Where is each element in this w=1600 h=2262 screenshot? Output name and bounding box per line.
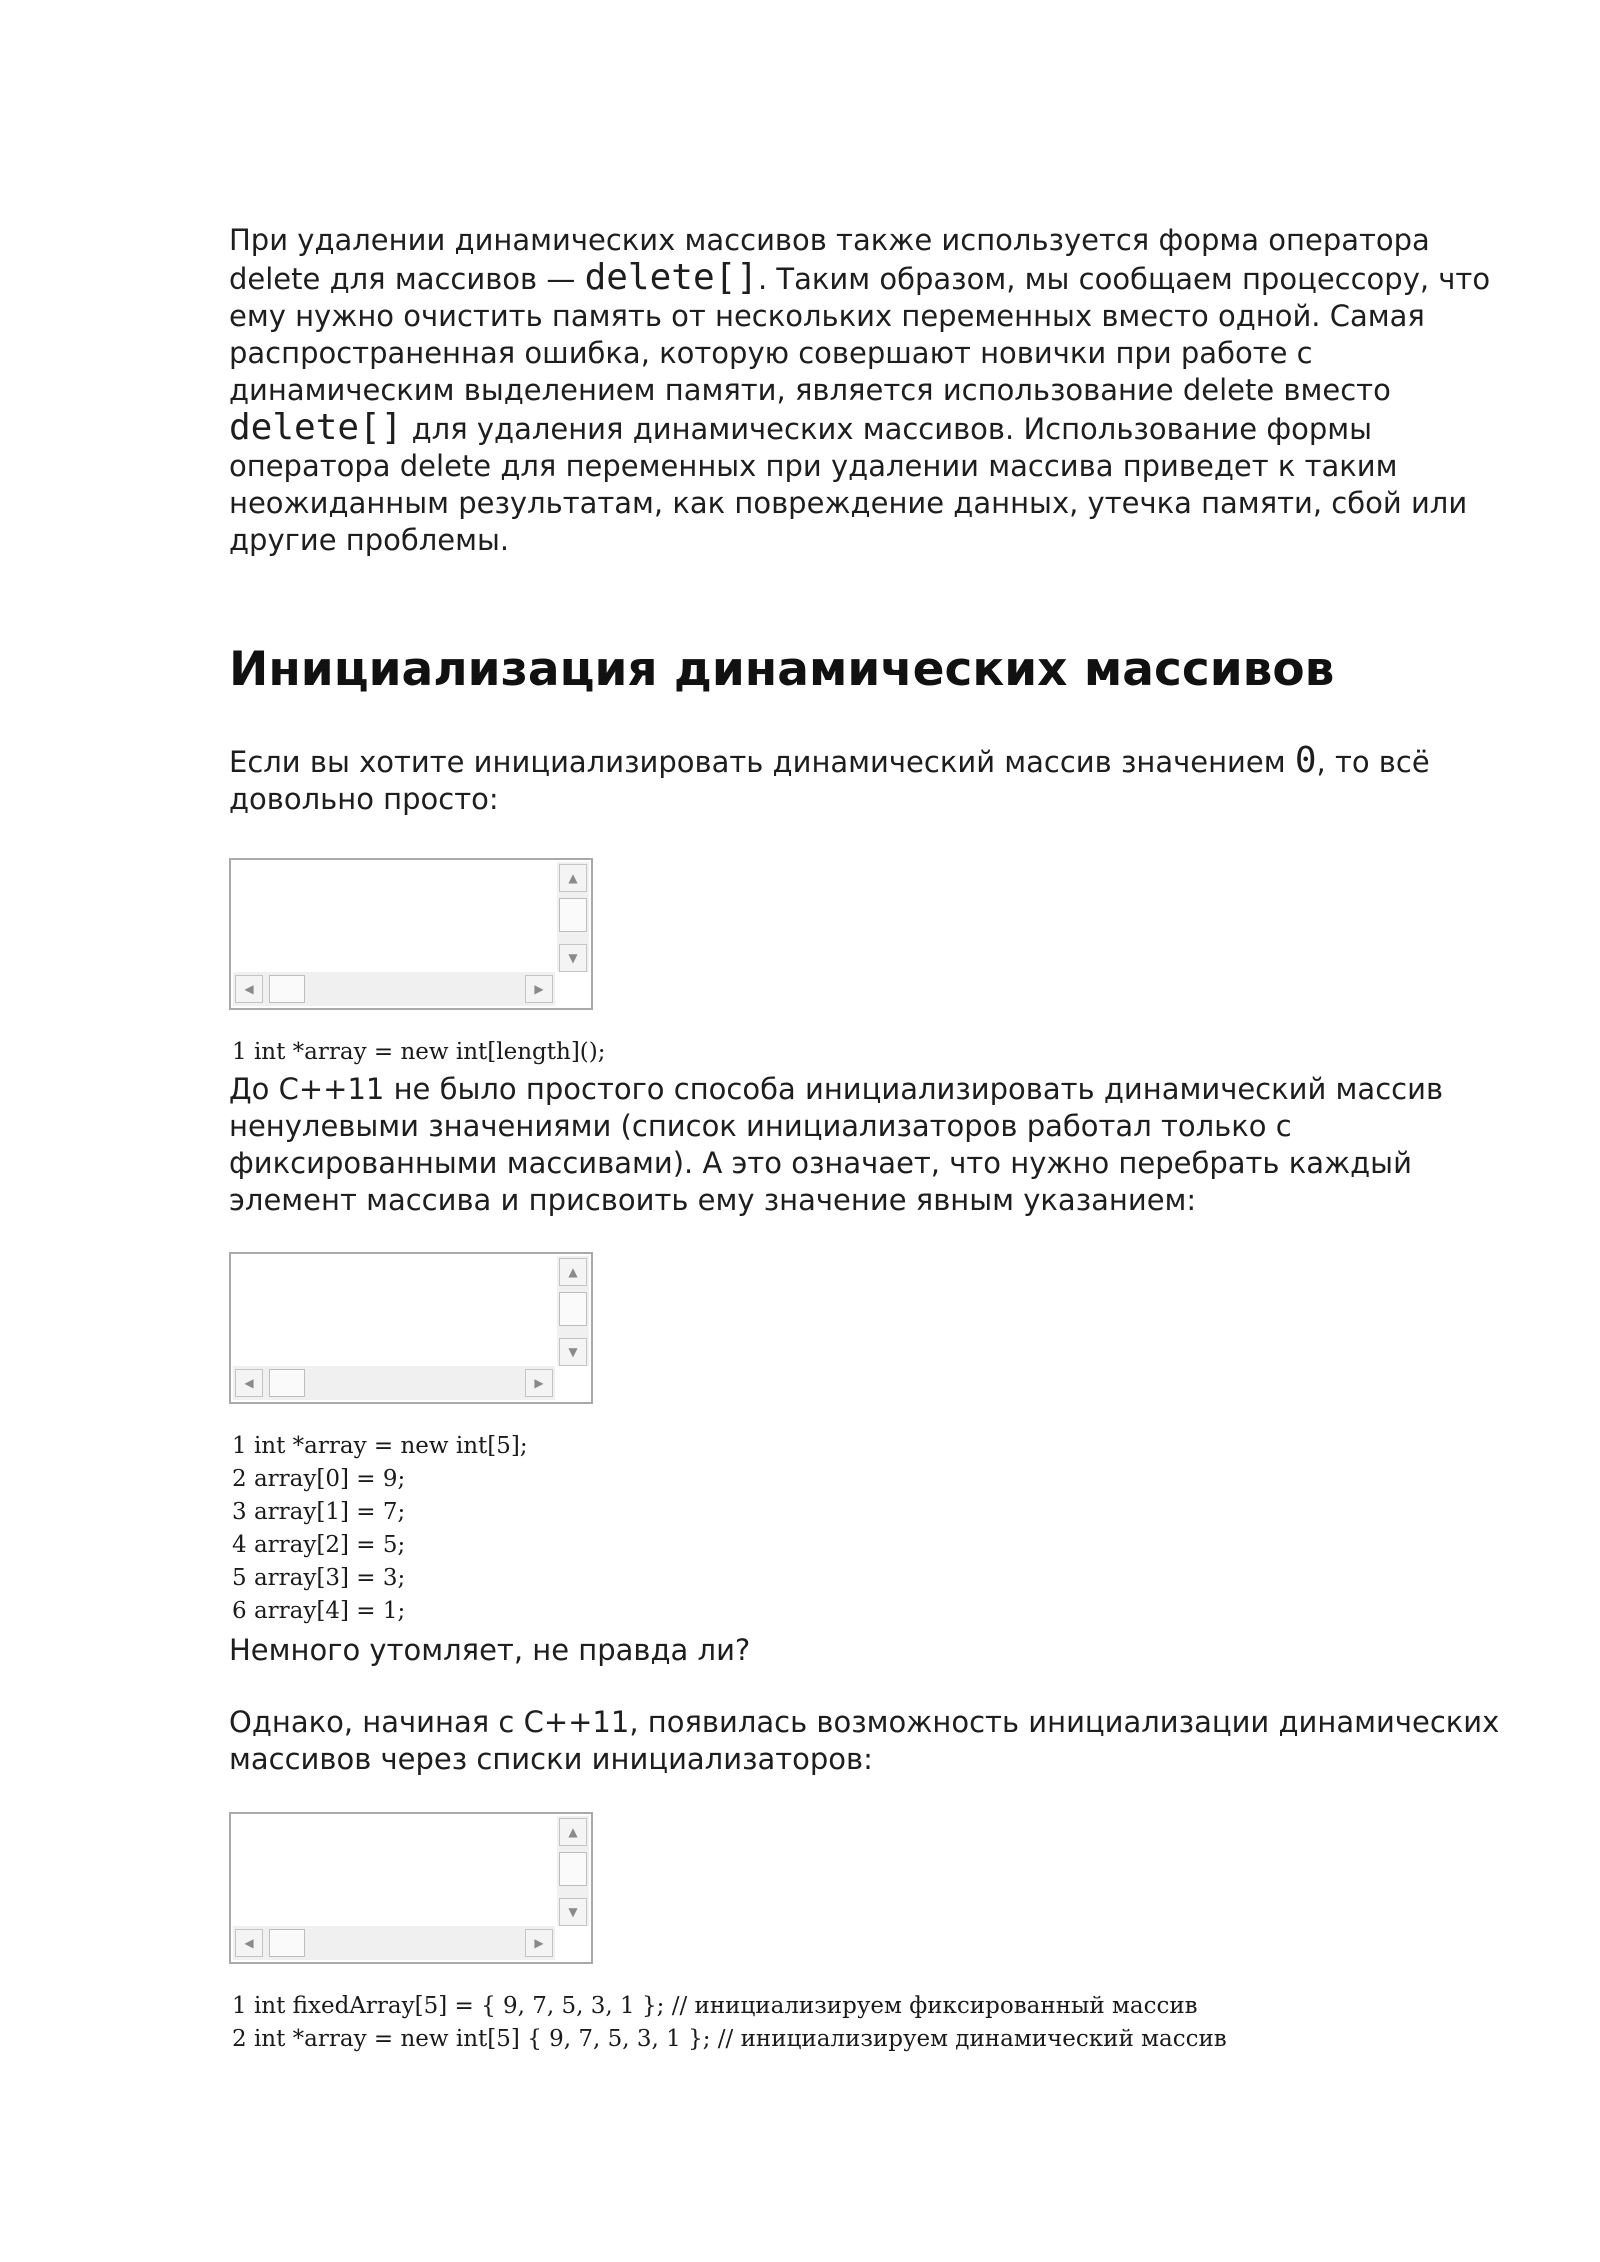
scroll-up-icon[interactable]: ▲ <box>559 864 587 892</box>
scroll-down-icon[interactable]: ▼ <box>559 1338 587 1366</box>
scroll-thumb[interactable] <box>559 1852 587 1886</box>
scroll-left-icon[interactable]: ◀ <box>235 1929 263 1957</box>
code-line: 3 array[1] = 7; <box>232 1499 406 1525</box>
scroll-left-icon[interactable]: ◀ <box>235 975 263 1003</box>
code-line: 2 int *array = new int[5] { 9, 7, 5, 3, 1 }; // инициализируем динамический массив <box>232 2026 1227 2052</box>
scroll-down-icon[interactable]: ▼ <box>559 944 587 972</box>
code-line: 4 array[2] = 5; <box>232 1532 406 1558</box>
horizontal-scrollbar[interactable] <box>233 1926 555 1960</box>
code-line: 1 int *array = new int[length](); <box>232 1039 606 1065</box>
init-zero-paragraph <box>229 742 1529 818</box>
tedious-paragraph: Немного утомляет, не правда ли? <box>229 1633 751 1667</box>
vertical-scrollbar[interactable] <box>557 862 589 974</box>
para-text: , то всё довольно просто: <box>229 745 1430 816</box>
inline-code-delete: delete[] <box>584 257 758 298</box>
inline-code-zero: 0 <box>1294 740 1317 781</box>
scroll-thumb[interactable] <box>269 1369 305 1397</box>
scroll-left-icon[interactable]: ◀ <box>235 1369 263 1397</box>
code-box-1[interactable] <box>229 858 593 1010</box>
scroll-up-icon[interactable]: ▲ <box>559 1818 587 1846</box>
intro-text-1: При удалении динамических массивов также используется форма оператора delete для массивов — <box>229 223 1430 296</box>
inline-code-delete: delete[] <box>229 407 403 448</box>
scroll-up-icon[interactable]: ▲ <box>559 1258 587 1286</box>
scroll-thumb[interactable] <box>269 975 305 1003</box>
code-listing-3 <box>232 1990 1227 2056</box>
vertical-scrollbar[interactable] <box>557 1816 589 1928</box>
scroll-right-icon[interactable]: ▶ <box>525 1369 553 1397</box>
cpp11-paragraph: Однако, начиная с C++11, появилась возможность инициализации динамических массивов через списки инициализаторов: <box>229 1705 1500 1776</box>
para-text: Если вы хотите инициализировать динамический массив значением <box>229 745 1295 779</box>
scroll-thumb[interactable] <box>559 1292 587 1326</box>
code-listing-2 <box>232 1430 528 1628</box>
scroll-down-icon[interactable]: ▼ <box>559 1898 587 1926</box>
section-heading: Инициализация динамических массивов <box>229 642 1335 697</box>
intro-paragraph <box>229 222 1529 559</box>
scroll-right-icon[interactable]: ▶ <box>525 975 553 1003</box>
scroll-corner <box>557 1366 589 1400</box>
vertical-scrollbar[interactable] <box>557 1256 589 1368</box>
intro-text-2: . Таким образом, мы сообщаем процессору, что ему нужно очистить память от нескольких переменных вместо одной. Самая распространенная ошибка, которую совершают новички при работе с динамическим выделением памяти, является использование delete вместо <box>229 262 1491 407</box>
code-line: 1 int *array = new int[5]; <box>232 1433 528 1459</box>
scroll-thumb[interactable] <box>559 898 587 932</box>
code-box-2[interactable] <box>229 1252 593 1404</box>
scroll-right-icon[interactable]: ▶ <box>525 1929 553 1957</box>
code-box-3[interactable] <box>229 1812 593 1964</box>
code-line: 1 int fixedArray[5] = { 9, 7, 5, 3, 1 }; // инициализируем фиксированный массив <box>232 1993 1198 2019</box>
code-line: 5 array[3] = 3; <box>232 1565 406 1591</box>
code-listing-1 <box>232 1036 606 1069</box>
pre-cpp11-paragraph: До C++11 не было простого способа инициализировать динамический массив ненулевыми значениями (список инициализаторов работал только с фиксированными массивами). А это означает, что нужно перебрать каждый элемент массива и присвоить ему значение явным указанием: <box>229 1072 1444 1217</box>
intro-text-3: для удаления динамических массивов. Использование формы оператора delete для переменных при удалении массива приведет к таким неожиданным результатам, как повреждение данных, утечка памяти, сбой или другие проблемы. <box>229 412 1468 557</box>
horizontal-scrollbar[interactable] <box>233 972 555 1006</box>
scroll-thumb[interactable] <box>269 1929 305 1957</box>
code-line: 6 array[4] = 1; <box>232 1598 406 1624</box>
code-line: 2 array[0] = 9; <box>232 1466 406 1492</box>
scroll-corner <box>557 1926 589 1960</box>
horizontal-scrollbar[interactable] <box>233 1366 555 1400</box>
scroll-corner <box>557 972 589 1006</box>
